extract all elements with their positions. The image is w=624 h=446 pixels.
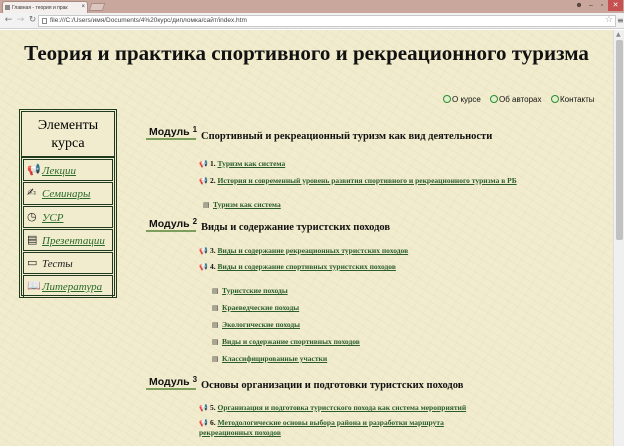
presentation-icon: ▤ — [212, 287, 219, 295]
module-title-2: Виды и содержание туристских походов — [201, 222, 391, 233]
sidebar-item-label[interactable]: Лекции — [42, 165, 76, 177]
page-favicon-icon — [5, 5, 10, 10]
sidebar-item-label: Тесты — [42, 258, 73, 271]
resource-item[interactable] — [203, 200, 281, 209]
sidebar-item-label[interactable]: Семинары — [42, 188, 91, 201]
clock-icon: ◷ — [27, 209, 37, 223]
reload-icon[interactable]: ↻ — [28, 15, 37, 25]
course-elements-sidebar — [19, 109, 117, 298]
lecture-item[interactable]: 📢 1. Туризм как система — [199, 159, 286, 168]
info-circle-icon — [551, 95, 559, 103]
sidebar-item-label[interactable]: УСР — [42, 211, 64, 224]
resource-item[interactable] — [212, 303, 299, 312]
web-page — [0, 30, 613, 446]
lecture-icon: 📢 — [199, 160, 208, 168]
lecture-link[interactable]: История и современный уровень развития спортивного и рекреационного туризма в РБ — [217, 176, 517, 185]
star-icon[interactable]: ☆ — [604, 15, 613, 25]
sidebar-item-seminars[interactable] — [23, 182, 113, 204]
info-circle-icon — [490, 95, 498, 103]
resource-item[interactable] — [212, 354, 327, 363]
presentation-icon: ▤ — [212, 355, 219, 363]
lecture-icon: 📢 — [27, 163, 41, 176]
sidebar-item-usr[interactable] — [23, 206, 113, 228]
module-label-2: Модуль $^2$ — [149, 217, 198, 230]
browser-titlebar — [0, 0, 624, 13]
resource-link[interactable]: Краеведческие походы — [222, 303, 300, 312]
module-title-1: Спортивный и рекреационный туризм как вид деятельности — [201, 131, 493, 142]
lecture-icon: 📢 — [199, 419, 208, 427]
lecture-item[interactable]: 📢 5. Организация и подготовка туристского похода как система мероприятий — [199, 403, 467, 412]
presentation-icon: ▤ — [212, 304, 219, 312]
user-profile-icon[interactable]: ☻ — [575, 2, 583, 9]
sidebar-item-label[interactable]: Литература — [42, 281, 103, 294]
site-title: Теория и практика спортивного и рекреационного туризма — [24, 41, 589, 65]
scroll-thumb[interactable] — [616, 40, 623, 240]
back-arrow-icon[interactable]: ← — [4, 15, 13, 25]
module-label-1: Модуль $^1$ — [149, 125, 198, 138]
lecture-icon: 📢 — [199, 404, 208, 412]
resource-link[interactable]: Туризм как система — [213, 200, 281, 209]
lecture-link[interactable]: Организация и подготовка туристского похода как система мероприятий — [217, 403, 467, 412]
lecture-icon: 📢 — [199, 247, 208, 255]
forward-arrow-icon[interactable]: → — [16, 15, 25, 25]
presentation-icon: ▤ — [212, 321, 219, 329]
lecture-item[interactable]: 📢 3. Виды и содержание рекреационных туристских походов — [199, 246, 409, 255]
module-underline — [146, 388, 196, 390]
resource-item[interactable] — [212, 337, 360, 346]
lecture-link[interactable]: Туризм как система — [217, 159, 286, 168]
maximize-button[interactable]: ▫ — [600, 2, 604, 9]
seminar-icon: ✍ — [27, 186, 37, 200]
top-link-contacts[interactable]: Контакты — [551, 95, 595, 104]
lecture-link[interactable]: Виды и содержание рекреационных туристских походов — [217, 246, 409, 255]
lecture-icon: 📢 — [199, 177, 208, 185]
resource-link[interactable]: Виды и содержание спортивных походов — [222, 337, 360, 346]
top-link-about-course[interactable]: О курсе — [443, 95, 481, 104]
presentation-icon: ▤ — [203, 201, 210, 209]
sidebar-item-label[interactable]: Презентации — [42, 234, 105, 247]
module-label-3: Модуль $^3$ — [149, 375, 198, 388]
lecture-item[interactable]: 📢 4. Виды и содержание спортивных туристских походов — [199, 262, 396, 271]
resource-link[interactable]: Классифицированные участки — [222, 354, 328, 363]
info-circle-icon — [443, 95, 451, 103]
page-icon — [42, 18, 47, 24]
lecture-item[interactable]: 📢 2. История и современный уровень развития спортивного и рекреационного туризма в РБ — [199, 176, 517, 185]
menu-icon[interactable]: ≡ — [617, 16, 624, 25]
presentation-icon: ▤ — [27, 232, 38, 246]
sidebar-item-tests[interactable] — [23, 252, 113, 274]
resource-link[interactable]: Экологические походы — [222, 320, 301, 329]
resource-item[interactable] — [212, 320, 300, 329]
resource-item[interactable] — [212, 286, 288, 295]
scroll-up-arrow-icon[interactable]: ▲ — [616, 31, 621, 38]
top-link-about-authors[interactable]: Об авторах — [490, 95, 541, 104]
monitor-icon: ▭ — [27, 256, 38, 270]
sidebar-item-presentations[interactable] — [23, 229, 113, 251]
lecture-link[interactable]: Методологические основы выбора района и разработки маршрута рекреационных походов — [199, 418, 444, 437]
tab-title: Главная - теория и прак — [12, 5, 68, 11]
module-title-3: Основы организации и подготовки туристских походов — [201, 380, 464, 391]
presentation-icon: ▤ — [212, 338, 219, 346]
minimize-button[interactable]: ‒ — [589, 2, 593, 9]
new-tab-button[interactable] — [89, 3, 106, 11]
close-window-button[interactable]: ✕ — [608, 0, 623, 11]
browser-tab[interactable] — [2, 1, 88, 13]
sidebar-item-lectures[interactable] — [23, 159, 113, 181]
sidebar-item-literature[interactable] — [23, 275, 113, 297]
tab-close-icon[interactable]: × — [81, 4, 85, 10]
resource-link[interactable]: Туристские походы — [222, 286, 288, 295]
vertical-scrollbar[interactable] — [613, 30, 624, 446]
address-url[interactable]: file:///C:/Users/имя/Documents/4%20курс/дипломка/сайт/index.htm — [50, 17, 247, 24]
module-underline — [146, 138, 196, 140]
lecture-item[interactable]: 📢 6. Методологические основы выбора района и разработки маршрута рекреационных походов — [199, 418, 444, 437]
address-bar[interactable] — [38, 15, 616, 27]
sidebar-heading: Элементы курса — [22, 112, 114, 158]
lecture-link[interactable]: Виды и содержание спортивных туристских походов — [217, 262, 396, 271]
module-underline — [146, 230, 196, 232]
lecture-icon: 📢 — [199, 263, 208, 271]
browser-toolbar — [0, 13, 624, 29]
book-icon: 📖 — [27, 279, 41, 293]
